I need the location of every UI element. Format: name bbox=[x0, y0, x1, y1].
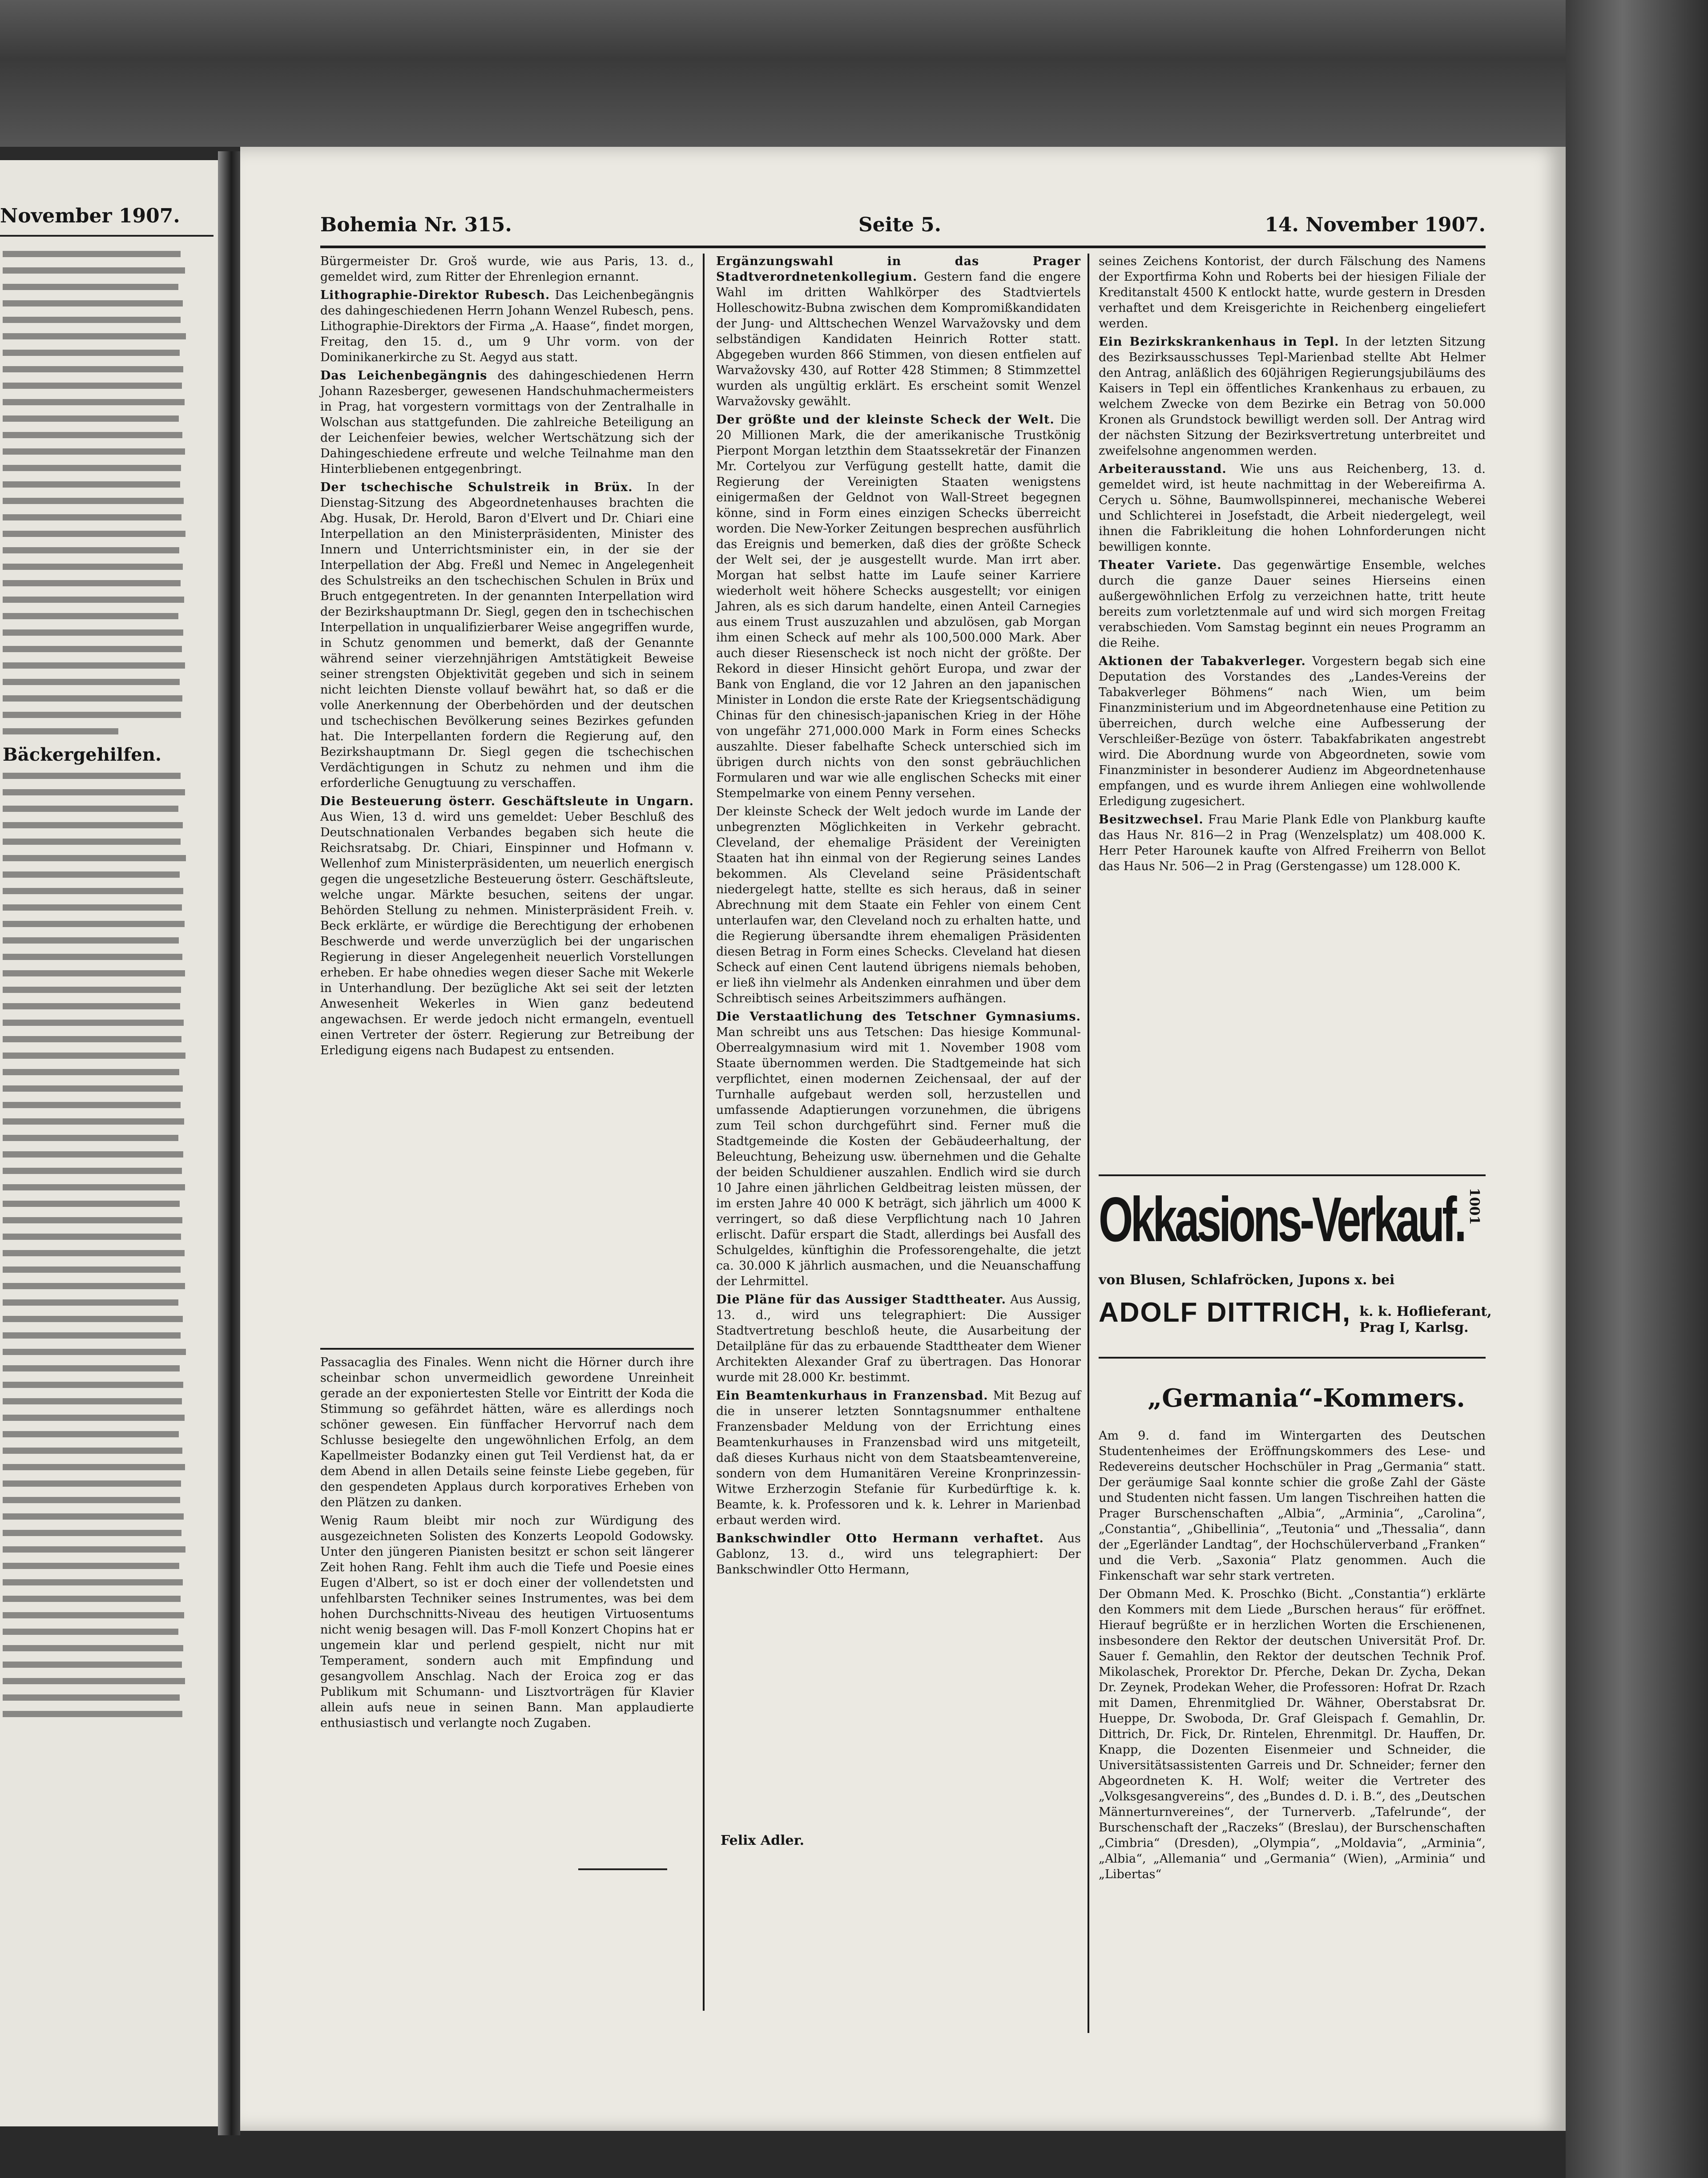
closing-rule bbox=[578, 1868, 667, 1870]
article-title: Ein Bezirkskrankenhaus in Tepl. bbox=[1099, 335, 1339, 349]
header-paper-issue: Bohemia Nr. 315. bbox=[320, 214, 512, 236]
header-page-number: Seite 5. bbox=[858, 214, 942, 236]
background-right bbox=[1566, 0, 1708, 2178]
article-besitzwechsel bbox=[1099, 812, 1486, 874]
article-body: Das Leichenbegängnis des dahingeschiedenen Herrn Johann Wenzel Rubesch, pens. Lithographie-Direktors der Firma „A. Haase“, findet morgen, Freitag, den 15. d., um 9 Uhr vorm. von der Dominikanerkirche zu St. Aegyd aus statt. bbox=[320, 288, 694, 364]
article-body: Aus Aussig, 13. d., wird uns telegraphiert: Die Aussiger Stadtvertretung beschloß heute, die Ausarbeitung der Detailpläne für das zu erbauende Stadttheater dem Wiener Architekten Alexander Graf zu übertragen. Das Honorar wurde mit 28.000 Kr. bestimmt. bbox=[716, 1293, 1081, 1384]
advert-rule-bottom bbox=[1099, 1357, 1486, 1359]
column-3 bbox=[1099, 254, 1486, 877]
feuilleton-paragraph: Passacaglia des Finales. Wenn nicht die Hörner durch ihre scheinbar schon unvermeidlich gewordene Unreinheit gerade an der exponiertesten Stelle vor Eintritt der Koda die Stimmung so gefährdet hätten, wäre es allerdings noch schöner gewesen. Ein fünffacher Hervorruf nach dem Schlusse besiegelte den ungewöhnlichen Erfolg, an dem Kapellmeister Bodanzky einen gut Teil Verdienst hat, da er dem Abend in allen Details seine feinste Liebe gegeben, für den gespendeten Applaus durch korporatives Erheben von den Plätzen zu danken. bbox=[320, 1355, 694, 1509]
advert-title: Okkasions-Verkauf. bbox=[1099, 1184, 1464, 1255]
article-title: Ein Beamtenkurhaus in Franzensbad. bbox=[716, 1389, 988, 1403]
kommers-title: „Germania“-Kommers. bbox=[1148, 1383, 1465, 1413]
advert-firm: ADOLF DITTRICH, bbox=[1099, 1297, 1351, 1328]
article-body: Gestern fand die engere Wahl im dritten Wahlkörper des Stadtviertels Holleschowitz-Bubna zwischen dem Kompromißkandidaten der Jung- und Alttschechen Wenzel Warvažovsky und dem selbständigen Kandidaten Heinrich Rotter statt. Abgegeben wurden 866 Stimmen, von diesen entfielen auf Warvažovsky 430, auf Rotter 428 Stimmen; 8 Stimmzettel wurden als ungültig erklärt. Es erscheint somit Wenzel Warvažovsky gewählt. bbox=[716, 270, 1081, 408]
feuilleton-rule bbox=[320, 1348, 694, 1350]
article-body: Die 20 Millionen Mark, die der amerikanische Trustkönig Pierpont Morgan letzthin dem Staatssekretär der Finanzen Mr. Cortelyou zur Verfügung gestellt hatte, damit die Regierung der Vereinigten Staaten wenigstens einigermaßen der Geldnot von Wall-Street begegnen könne, sind in Form eines einzigen Schecks überreicht worden. Die New-Yorker Zeitungen besprechen ausführlich das Ereignis und bemerken, daß dies der größte Scheck der Welt sei, der je ausgestellt wurde. Man irrt aber. Morgan hat selbst hatte im Laufe seiner Karriere wiederholt weit höhere Schecks ausgestellt; vor einigen Jahren, als es sich darum handelte, einen Anteil Carnegies aus einem Trust auszuzahlen und abzulösen, gab Morgan ihm einen Scheck auf mehr als 100,500.000 Mark. Aber auch dieser Riesenscheck ist noch nicht der größte. Der Rekord in dieser Hinsicht gehört Europa, und zwar der Bank von England, die vor 12 Jahren an den japanischen Minister in London die erste Rate der Kriegsentschädigung Chinas für den chinesisch-japanischen Krieg in der Höhe von ungefähr 271,000.000 Mark in Form eines Schecks auszahlte. Dieser fabelhafte Scheck unterschied sich im übrigen durch nichts von den sonst gebräuchlichen Formularen und war wie alle englischen Schecks mit einer Stempelmarke von einem Penny versehen. bbox=[716, 413, 1081, 800]
advert-address-line: Prag I, Karlsg. bbox=[1359, 1319, 1469, 1335]
article-body: Frau Marie Plank Edle von Plankburg kaufte das Haus Nr. 816—2 in Prag (Wenzelsplatz) um 408.000 K. Herr Peter Harounek kaufte von Alfred Freiherrn von Bellot das Haus Nr. 506—2 in Prag (Gerstengasse) um 128.000 K. bbox=[1099, 813, 1486, 873]
article-rubesch bbox=[320, 287, 694, 365]
advertisement bbox=[1099, 1183, 1492, 1361]
column-rule bbox=[1088, 254, 1089, 2033]
article-scheck-2: Der kleinste Scheck der Welt jedoch wurde im Lande der unbegrenzten Möglichkeiten in Verkehr gebracht. Cleveland, der ehemalige Präsident der Vereinigten Staaten hat ihn einmal von der Regierung seines Landes bekommen. Als Cleveland seine Präsidentschaft niedergelegt hatte, stellte es sich heraus, daß in seiner Abrechnung mit dem Staate ein Fehler von einem Cent unterlaufen war, den Cleveland noch zu erhalten hatte, und die Regierung übersandte ihrem ehemaligen Präsidenten diesen Betrag in Form eines Schecks. Cleveland hat diesen Scheck auf einen Cent lautend übrigens niemals behoben, er ließ ihn vielmehr als Andenken einrahmen und über dem Schreibtisch seines Arbeitszimmers aufhängen. bbox=[716, 805, 1081, 1005]
newspaper-page bbox=[240, 147, 1566, 2131]
article-scheck bbox=[716, 412, 1081, 801]
article-aussig bbox=[716, 1292, 1081, 1385]
previous-page bbox=[0, 160, 222, 2126]
header-rule bbox=[320, 246, 1486, 248]
previous-page-date: November 1907. bbox=[0, 205, 180, 227]
article-title: Bankschwindler Otto Hermann verhaftet. bbox=[716, 1532, 1044, 1545]
feuilleton-column bbox=[320, 1355, 694, 1734]
advert-firm-line bbox=[1099, 1297, 1492, 1336]
article-title: Die Pläne für das Aussiger Stadttheater. bbox=[716, 1293, 1007, 1307]
article-body: Vorgestern begab sich eine Deputation des Vorstandes des „Landes-Vereins der Tabakverleger Böhmens“ nach Wien, um beim Finanzministerium und im Abgeordnetenhause eine Petition zu überreichen, durch welche eine Aufbesserung der Verschleißer-Bezüge von österr. Tabakfabrikaten angestrebt wird. Die Abordnung wurde von Abgeordneten, sowie vom Finanzminister in besonderer Audienz im Abgeordnetenhause empfangen, und es wurde ihrem Anliegen eine wohlwollende Erledigung zugesichert. bbox=[1099, 654, 1486, 808]
advert-rule-top bbox=[1099, 1174, 1486, 1176]
article-besteuerung bbox=[320, 794, 694, 1058]
article-schulstreik bbox=[320, 480, 694, 791]
article-body: Das gegenwärtige Ensemble, welches durch die ganze Dauer seines Hierseins einen außergewöhnlichen Erfolg zu verzeichnen hatte, tritt heute bereits zum vorletztenmale auf und wird sich morgen Freitag verabschieden. Vom Samstag beginnt ein neues Programm an die Reihe. bbox=[1099, 558, 1486, 650]
kommers-paragraph: Am 9. d. fand im Wintergarten des Deutschen Studentenheimes der Eröffnungskommers des Lese- und Redevereins deutscher Hochschüler in Prag „Germania“ statt. Der geräumige Saal konnte schier die große Zahl der Gäste und Studenten nicht fassen. Um langen Tischreihen hatten die Prager Burschenschaften „Albia“, „Arminia“, „Carolina“, „Constantia“, „Ghibellinia“, „Teutonia“ und „Thessalia“, dann der „Egerländer Landtag“, der Hochschülerverband „Franken“ und die Verb. „Saxonia“ Platz genommen. Auch die Finkenschaft war sehr stark vertreten. bbox=[1099, 1429, 1486, 1583]
article-title: Die Besteuerung österr. Geschäftsleute in Ungarn. bbox=[320, 795, 694, 808]
article-body: In der letzten Sitzung des Bezirksausschusses Tepl-Marienbad stellte Abt Helmer den Antrag, anläßlich des 60jährigen Regierungsjubiläums des Kaisers in Tepl ein öffentliches Krankenhaus zu erbauen, zu welchem Zwecke von dem Bezirke ein Betrag von 50.000 Kronen als Grundstock bewilligt werden soll. Der Antrag wird der nächsten Sitzung der Bezirksvertretung unterbreitet und zweifelsohne angenommen werden. bbox=[1099, 335, 1486, 458]
article-title: Der tschechische Schulstreik in Brüx. bbox=[320, 480, 633, 494]
article-variete bbox=[1099, 557, 1486, 651]
article-groš: Bürgermeister Dr. Groš wurde, wie aus Paris, 13. d., gemeldet wird, zum Ritter der Ehrenlegion ernannt. bbox=[320, 254, 694, 284]
article-body: In der Dienstag-Sitzung des Abgeordnetenhauses brachten die Abg. Husak, Dr. Herold, Baron d'Elvert und Dr. Chiari eine Interpellation an den Ministerpräsidenten, Minister des Innern und Unterrichtsminister ein, in der sie der Interpellation der Abg. Freßl und Nemec in Angelegenheit des Schulstreiks an den tschechischen Schulen in Brüx und Bruch entgegentreten. In der genannten Interpellation wird der Bezirkshauptmann Dr. Siegl, gegen den in tschechischen Interpellation in unqualifizierbarer Weise angegriffen wurde, in Schutz genommen und bemerkt, daß der Genannte während seiner vierzehnjährigen Amtstätigkeit Beweise seiner strengsten Objektivität gegeben und sich in seinem nicht leichten Dienste vollauf bewährt hat, so daß er die volle Anerkennung der Oberbehörden und der deutschen und tschechischen Bevölkerung seines Bezirkes gefunden hat. Die Interpellanten fordern die Regierung auf, den Bezirkshauptmann Dr. Siegl gegen die tschechischen Verdächtigungen in Schutz zu nehmen und ihm die erforderliche Genugtuung zu verschaffen. bbox=[320, 480, 694, 790]
kommers-paragraph: Der Obmann Med. K. Proschko (Bicht. „Constantia“) erklärte den Kommers mit dem Liede „Burschen heraus“ für eröffnet. Hierauf begrüßte er in herzlichen Worten die Erschienenen, insbesondere den Rektor der deutschen Universität Prof. Dr. Sauer f. Gemahlin, den Rektor der deutschen Technik Prof. Mikolaschek, Prorektor Dr. Pferche, Dekan Dr. Zycha, Dekan Dr. Zeynek, Prodekan Weher, die Professoren: Hofrat Dr. Rzach mit Damen, Ehrenmitglied Dr. Wähner, Oberstabsrat Dr. Hueppe, Dr. Swoboda, Dr. Graf Gleispach f. Gemahlin, Dr. Dittrich, Dr. Fick, Dr. Rintelen, Ehrenmitgl. Dr. Hauffen, Dr. Knapp, die Dozenten Eisenmeier und Schneider, die Universitätsassistenten Garreis und Dr. Schneider; ferner den Abgeordneten K. H. Wolf; weiter die Vertreter des „Volksgesangvereins“, des „Bundes d. D. i. B.“, des „Deutschen Männerturnvereines“, der Turnerverb. „Tafelrunde“, der Burschenschaft der „Raczeks“ (Breslau), der Burschenschaften „Cimbria“ (Dresden), „Olympia“, „Moldavia“, „Arminia“, „Albia“, „Allemania“ und „Germania“ (Wien), „Arminia“ und „Libertas“ bbox=[1099, 1587, 1486, 1881]
article-body: Wie uns aus Reichenberg, 13. d. gemeldet wird, ist heute nachmittag in der Webereifirma A. Cerych u. Söhne, Baumwollspinnerei, mechanische Weberei und Schlichterei in Josefstadt, die Arbeit niedergelegt, weil ihnen die Fabrikleitung die hohen Lohnforderungen nicht bewilligen konnte. bbox=[1099, 462, 1486, 554]
article-tepl bbox=[1099, 334, 1486, 459]
article-tabakverleger bbox=[1099, 653, 1486, 809]
article-body: Mit Bezug auf die in unserer letzten Sonntagsnummer enthaltene Franzensbader Meldung von der Errichtung eines Beamtenkurhauses in Franzensbad wird uns mitgeteilt, daß dieses Kurhaus nicht von dem Staatsbeamtenvereine, sondern von dem Humanitären Vereine Kronprinzessin-Witwe Erzherzogin Stefanie für Kurbedürftige k. k. Beamte, k. k. Professoren und k. k. Lehrer in Marienbad erbaut werden wird. bbox=[716, 1389, 1081, 1527]
advert-address-line: k. k. Hoflieferant, bbox=[1359, 1303, 1492, 1319]
article-body: Aus Gablonz, 13. d., wird uns telegraphiert: Der Bankschwindler Otto Hermann, bbox=[716, 1532, 1081, 1577]
previous-page-rule bbox=[0, 235, 214, 237]
column-1 bbox=[320, 254, 694, 1061]
advert-address bbox=[1359, 1304, 1491, 1336]
article-leichenbegaengnis bbox=[320, 368, 694, 477]
column-rule bbox=[703, 254, 705, 2011]
article-ergaenzungswahl bbox=[716, 254, 1081, 409]
previous-page-column bbox=[3, 245, 189, 2024]
feuilleton-signature: Felix Adler. bbox=[721, 1833, 805, 1848]
article-title: Arbeiterausstand. bbox=[1099, 462, 1227, 476]
advert-line: von Blusen, Schlafröcken, Jupons x. bei bbox=[1099, 1272, 1395, 1288]
article-bankschwindler bbox=[716, 1531, 1081, 1577]
article-arbeiterausstand bbox=[1099, 461, 1486, 555]
article-franzensbad bbox=[716, 1388, 1081, 1528]
header-date: 14. November 1907. bbox=[1265, 214, 1486, 236]
article-bankschwindler-cont: seines Zeichens Kontorist, der durch Fälschung des Namens der Exportfirma Kohn und Roberts bei der hiesigen Filiale der Kreditanstalt 4500 K entlockt hatte, wurde gestern in Dresden verhaftet und dem Kreisgerichte in Reichenberg eingeliefert werden. bbox=[1099, 254, 1486, 331]
book-gutter bbox=[218, 151, 240, 2135]
kommers-column bbox=[1099, 1428, 1486, 1885]
article-title: Ergänzungswahl in das Prager Stadtverordnetenkollegium. bbox=[716, 254, 1081, 284]
page-header bbox=[320, 214, 1486, 240]
article-title: Die Verstaatlichung des Tetschner Gymnasiums. bbox=[716, 1010, 1081, 1024]
article-body: Man schreibt uns aus Tetschen: Das hiesige Kommunal-Oberrealgymnasium wird mit 1. November 1908 vom Staate übernommen werden. Die Stadtgemeinde hat sich verpflichtet, einen modernen Zeichensaal, der auf der Turnhalle aufgebaut werden soll, herzustellen und umfassende Adaptierungen vorzunehmen, die übrigens zum Teil schon durchgeführt sind. Ferner muß die Stadtgemeinde die Kosten der Gebäudeerhaltung, der Beleuchtung, Beheizung usw. übernehmen und die Gehalte der beiden Schuldiener auszahlen. Endlich wird sie durch 10 Jahre einen jährlichen Geldbeitrag leisten müssen, der im ersten Jahre 40 000 K beträgt, sich jährlich um 4000 K verringert, so daß diese Verpflichtung nach 10 Jahren erlischt. Dafür erspart die Stadt, allerdings bei Ausfall des Schulgeldes, künftighin die Professorengehalte, die jetzt ca. 30.000 K jährlich ausmachen, und die Neuanschaffung der Lehrmittel. bbox=[716, 1025, 1081, 1288]
previous-page-heading: Bäckergehilfen. bbox=[3, 744, 161, 765]
article-title: Der größte und der kleinste Scheck der Welt. bbox=[716, 413, 1055, 427]
article-body: des dahingeschiedenen Herrn Johann Razesberger, gewesenen Handschuhmachermeisters in Prag, hat vorgestern vormittags von der Zentralhalle in Wolschan aus stattgefunden. Die zahlreiche Beteiligung an der Leichenfeier bewies, welcher Wertschätzung sich der Dahingeschiedene erfreute und welche Teilnahme man den Hinterbliebenen entgegenbringt. bbox=[320, 369, 694, 476]
advert-number: 1001 bbox=[1466, 1188, 1482, 1225]
article-title: Aktionen der Tabakverleger. bbox=[1099, 654, 1306, 668]
article-title: Lithographie-Direktor Rubesch. bbox=[320, 288, 550, 302]
article-title: Das Leichenbegängnis bbox=[320, 369, 487, 383]
background-top bbox=[0, 0, 1708, 147]
feuilleton-paragraph: Wenig Raum bleibt mir noch zur Würdigung des ausgezeichneten Solisten des Konzerts Leopold Godowsky. Unter den jüngeren Pianisten besitzt er schon seit längerer Zeit hohen Rang. Fehlt ihm auch die Tiefe und Poesie eines Eugen d'Albert, so ist er doch einer der vollendetsten und unfehlbarsten Techniker seines Instrumentes, was bei dem hohen Durchschnitts-Niveau des heutigen Virtuosentums nicht wenig besagen will. Das F-moll Konzert Chopins hat er ungemein klar und perlend gespielt, nicht nur mit Temperament, sondern auch mit Empfindung und gesangvollem Anschlag. Nach der Eroica zog er das Publikum mit Schumann- und Lisztvorträgen für Klavier allein aufs neue in seinen Bann. Man applaudierte enthusiastisch und verlangte noch Zugaben. bbox=[320, 1514, 694, 1730]
article-body: Aus Wien, 13 d. wird uns gemeldet: Ueber Beschluß des Deutschnationalen Verbandes begaben sich heute die Reichsratsabg. Dr. Chiari, Einspinner und Hofmann v. Wellenhof zum Ministerpräsidenten, um neuerlich energisch gegen die ungesetzliche Besteuerung österr. Geschäftsleute, welche ungar. Märkte besuchen, seitens der ungar. Behörden Stellung zu nehmen. Ministerpräsident Freih. v. Beck erklärte, er würdige die Berechtigung der erhobenen Beschwerde und werde unverzüglich bei der ungarischen Regierung in dieser Angelegenheit neuerlich Vorstellungen erheben. Er habe ohnedies wegen dieser Sache mit Wekerle in Unterhandlung. Der bezügliche Akt sei seit der letzten Anwesenheit Wekerles in Wien ganz bedeutend angewachsen. Er werde jedoch nicht ermangeln, eventuell einen Vertreter der österr. Regierung zur Betreibung der Erledigung eigens nach Budapest zu entsenden. bbox=[320, 810, 694, 1057]
article-title: Besitzwechsel. bbox=[1099, 813, 1204, 827]
article-title: Theater Variete. bbox=[1099, 558, 1222, 572]
article-tetschen bbox=[716, 1009, 1081, 1289]
column-2 bbox=[716, 254, 1081, 1580]
